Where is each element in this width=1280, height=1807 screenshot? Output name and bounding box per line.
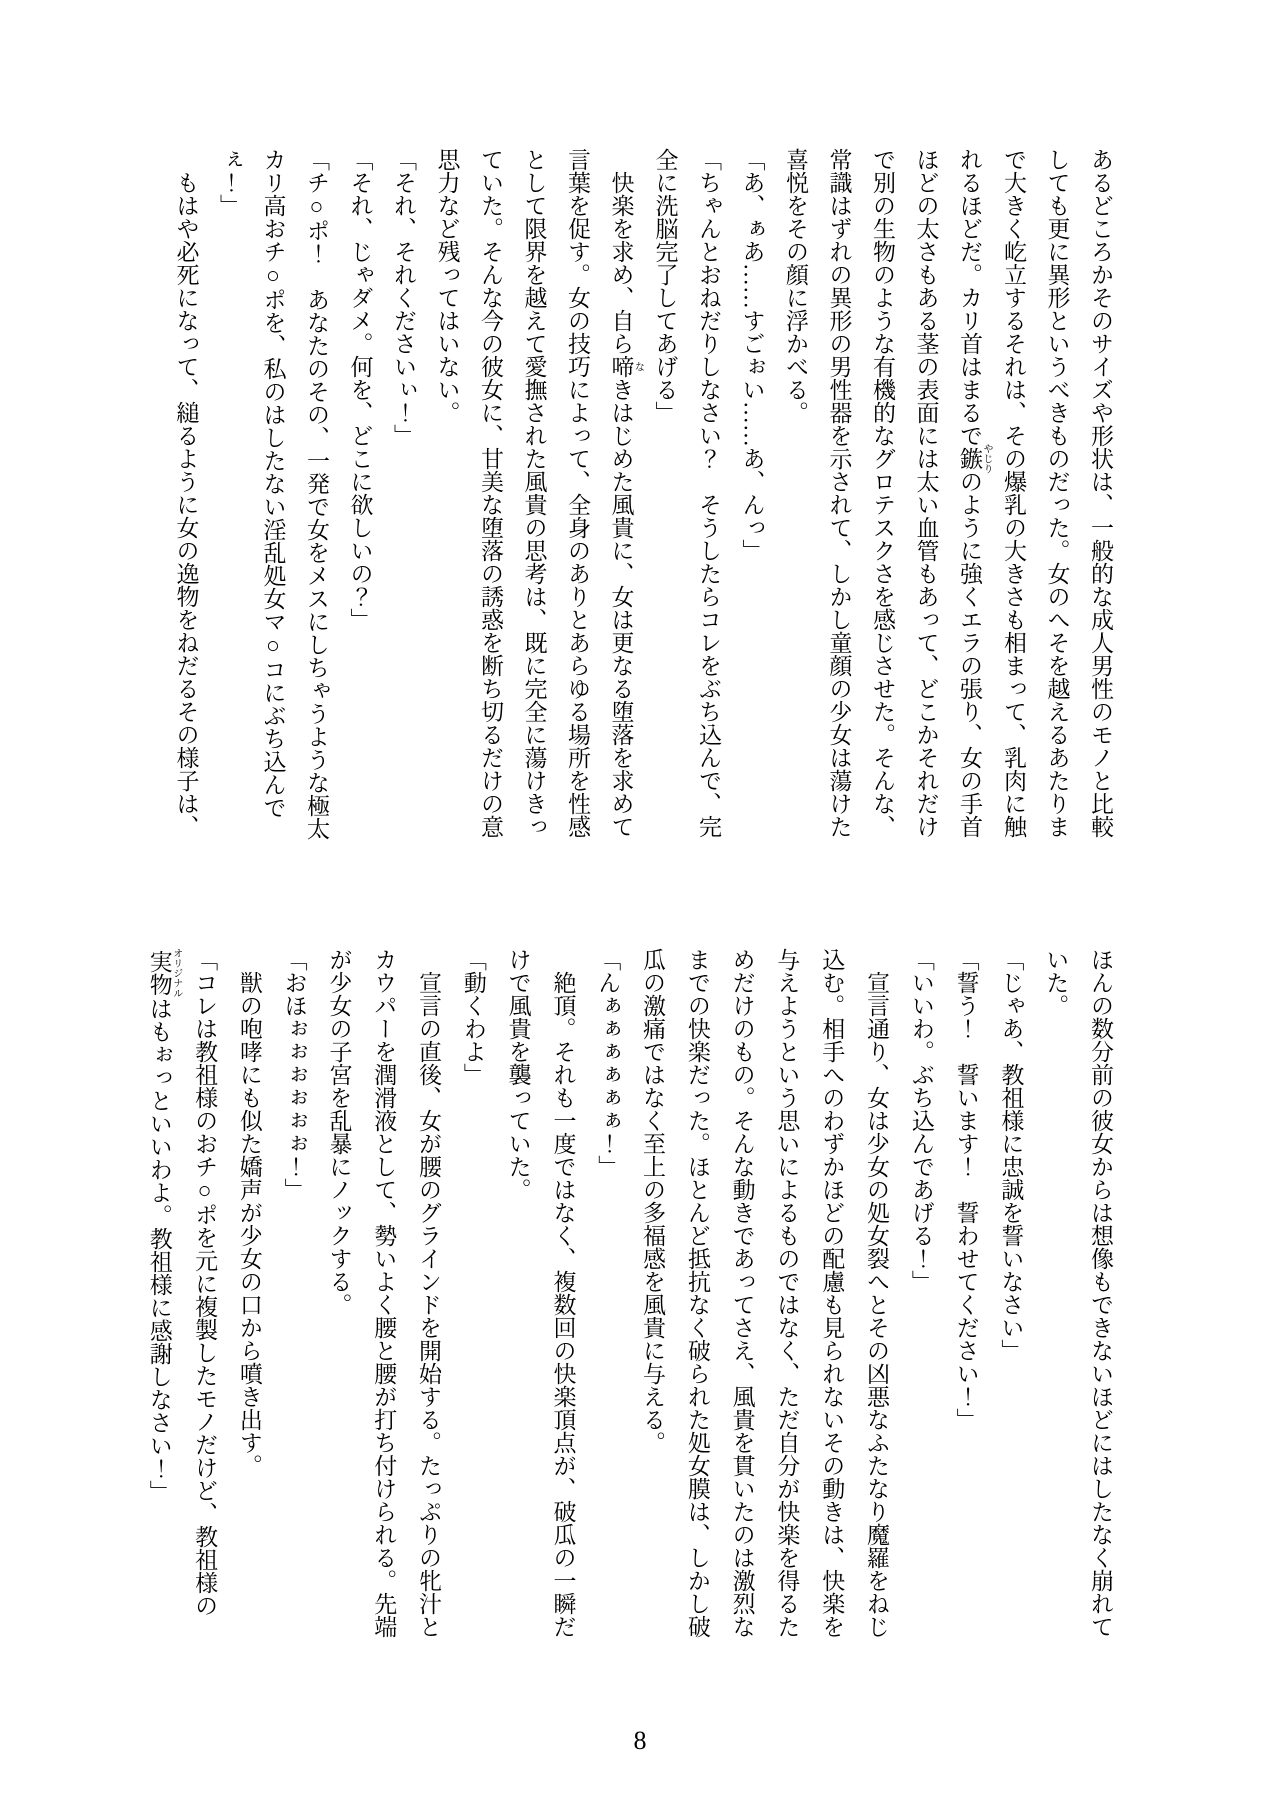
page-number: 8 <box>633 1726 647 1755</box>
text-column: ぇ！」 <box>217 148 242 217</box>
text-column: 込む。相手へのわずかほどの配慮も見られないその動きは、快楽を <box>819 948 845 1638</box>
text-column: 与えようという思いによるものではなく、ただ自分が快楽を得るた <box>774 948 800 1638</box>
text-column: までの快楽だった。ほとんど抵抗なく破られた処女膜は、しかし破 <box>684 948 710 1638</box>
text-column: 「コレは教祖様のおチ○ポを元に複製したモノだけど、教祖様の <box>192 948 218 1617</box>
text-column: あるどころかそのサイズや形状は、一般的な成人男性のモノと比較 <box>1088 148 1113 838</box>
text-column: 言葉を促す。女の技巧によって、全身のありとあらゆる場所を性感 <box>565 148 590 838</box>
text-column: 絶頂。それも一度ではなく、複数回の快楽頂点が、破瓜の一瞬だ <box>550 971 576 1638</box>
text-column: 「動くわよ」 <box>460 948 486 1086</box>
text-column: けで風貴を襲っていた。 <box>505 948 531 1201</box>
ruby-annotated-word: 鏃 やじり <box>957 443 992 474</box>
text-column: もはや必死になって、縋るように女の逸物をねだるその様子は、 <box>173 171 199 838</box>
text-column: 思力など残ってはいない。 <box>434 148 460 424</box>
text-column: で大きく屹立するそれは、その爆乳の大きさも相まって、乳肉に触 <box>1001 148 1026 838</box>
text-block-top <box>164 148 1122 863</box>
text-column: ほんの数分前の彼女からは想像もできないほどにはしたなく崩れて <box>1088 948 1113 1638</box>
ruby-annotated-word: 実物 オリジナル <box>146 948 182 998</box>
text-column: 「それ、じゃダメ。何を、どこに欲しいの？」 <box>347 148 373 631</box>
text-column: 実物 オリジナルはもぉっといいわよ。教祖様に感謝しなさい！」 <box>146 948 182 1503</box>
text-column: ていた。そんな今の彼女に、甘美な堕落の誘惑を断ち切るだけの意 <box>478 148 503 838</box>
text-column: めだけのもの。そんな動きであってさえ、風貴を貫いたのは激烈な <box>729 948 755 1638</box>
text-column: 宣言通り、女は少女の処女裂へとその凶悪なふたなり魔羅をねじ <box>864 971 890 1638</box>
text-column: 「それ、それくださいぃ！」 <box>391 148 416 447</box>
text-column: 宣言の直後、女が腰のグラインドを開始する。たっぷりの牝汁と <box>416 971 442 1638</box>
text-column: れるほどだ。カリ首はまるで鏃 やじりのように強くエラの張り、女の手首 <box>957 148 992 838</box>
text-block-bottom <box>136 948 1122 1663</box>
text-column: カリ高おチ○ポを、私のはしたない淫乱処女マ○コにぶち込んで <box>260 148 286 819</box>
text-column: 「んぁぁぁぁぁぁ！」 <box>595 948 621 1178</box>
text-column: で別の生物のような有機的なグロテスクさを感じさせた。そんな、 <box>870 148 895 838</box>
text-column: 「チ○ポ！ あなたのその、一発で女をメスにしちゃうような極太 <box>304 148 329 840</box>
text-column: が少女の子宮を乱暴にノックする。 <box>326 948 352 1316</box>
text-column: 獣の咆哮にも似た嬌声が少女の口から噴き出す。 <box>236 971 262 1477</box>
text-column: 「おほぉぉぉぉぉぉ！」 <box>281 948 307 1201</box>
text-column: 「あ、ぁあ……すごぉい……あ、んっ」 <box>739 148 765 562</box>
text-column: として限界を越えて愛撫された風貴の思考は、既に完全に蕩けきっ <box>521 148 547 838</box>
ruby-annotated-word: 啼 な <box>608 355 644 378</box>
text-column: 「誓う！ 誓います！ 誓わせてください！」 <box>953 948 979 1431</box>
text-column: しても更に異形というべきものだった。女のへそを越えるあたりま <box>1044 148 1070 838</box>
text-column: カウパーを潤滑液として、勢いよく腰と腰が打ち付けられる。先端 <box>371 948 397 1638</box>
text-column: 「いいわ。ぶち込んであげる！」 <box>908 948 934 1293</box>
text-column: 快楽を求め、自ら啼 なきはじめた風貴に、女は更なる堕落を求めて <box>608 171 644 838</box>
text-column: 喜悦をその顔に浮かべる。 <box>783 148 808 424</box>
text-column: 瓜の激痛ではなく至上の多福感を風貴に与える。 <box>640 948 666 1454</box>
text-column: 全に洗脳完了してあげる」 <box>652 148 678 424</box>
text-column: 「じゃあ、教祖様に忠誠を誓いなさい」 <box>998 948 1024 1362</box>
text-column: 常識はずれの異形の男性器を示されて、しかし童顔の少女は蕩けた <box>826 148 852 838</box>
text-column: ほどの太さもある茎の表面には太い血管もあって、どこかそれだけ <box>913 148 939 838</box>
text-column: 「ちゃんとおねだりしなさい？ そうしたらコレをぶち込んで、完 <box>696 148 721 838</box>
text-column: いた。 <box>1043 948 1069 1017</box>
